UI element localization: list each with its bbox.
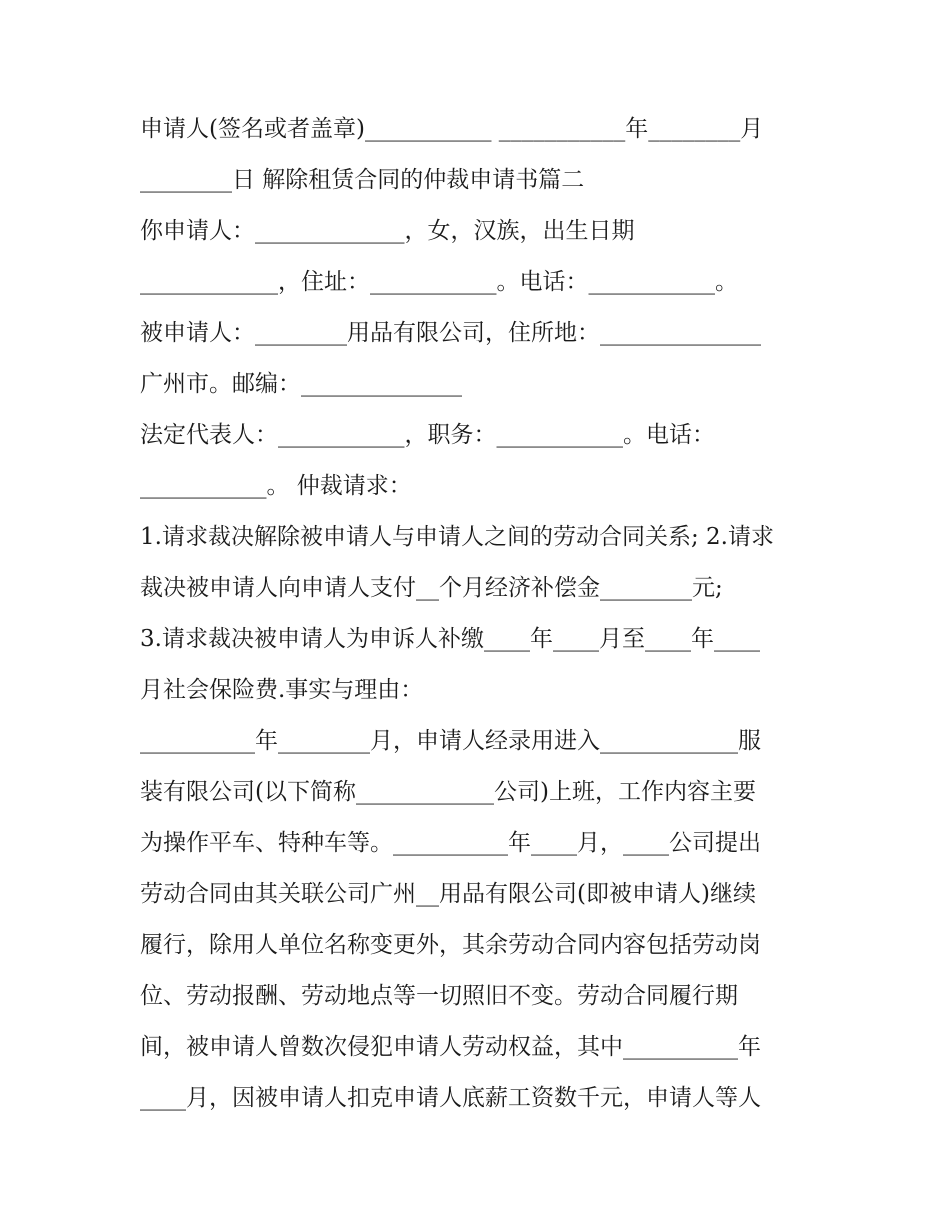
text-line: 你申请人：_____________，女，汉族，出生日期 [140, 218, 635, 244]
text-line: 装有限公司(以下简称____________公司)上班，工作内容主要 [140, 779, 756, 805]
text-line: 月社会保险费.事实与理由： [140, 677, 424, 703]
text-line: 3.请求裁决被申请人为申诉人补缴____年____月至____年____ [140, 626, 760, 652]
text-line: 履行，除用人单位名称变更外，其余劳动合同内容包括劳动岗 [140, 932, 761, 958]
text-line: 申请人(签名或者盖章)___________ ___________年________月 [140, 116, 764, 142]
document-body [140, 107, 820, 1127]
text-line: 被申请人：________用品有限公司，住所地：______________ [140, 320, 761, 346]
text-line: 位、劳动报酬、劳动地点等一切照旧不变。劳动合同履行期 [140, 983, 738, 1009]
text-line: __________年________月，申请人经录用进入____________服 [140, 728, 761, 754]
text-line: ____________，住址：___________。电话：___________。 [140, 269, 738, 295]
text-line: ___________。 仲裁请求： [140, 473, 412, 499]
text-line: 广州市。邮编：______________ [140, 371, 462, 397]
text-line: 1.请求裁决解除被申请人与申请人之间的劳动合同关系; 2.请求 [140, 524, 774, 550]
text-line: ________日 解除租赁合同的仲裁申请书篇二 [140, 167, 585, 193]
text-line: 法定代表人：___________，职务：___________。电话： [140, 422, 715, 448]
text-line: 为操作平车、特种车等。__________年____月，____公司提出 [140, 830, 761, 856]
text-line: 劳动合同由其关联公司广州__用品有限公司(即被申请人)继续 [140, 881, 756, 907]
text-line: ____月，因被申请人扣克申请人底薪工资数千元，申请人等人 [140, 1085, 761, 1111]
text-line: 裁决被申请人向申请人支付__个月经济补偿金________元; [140, 575, 723, 601]
text-line: 间，被申请人曾数次侵犯申请人劳动权益，其中__________年 [140, 1034, 761, 1060]
